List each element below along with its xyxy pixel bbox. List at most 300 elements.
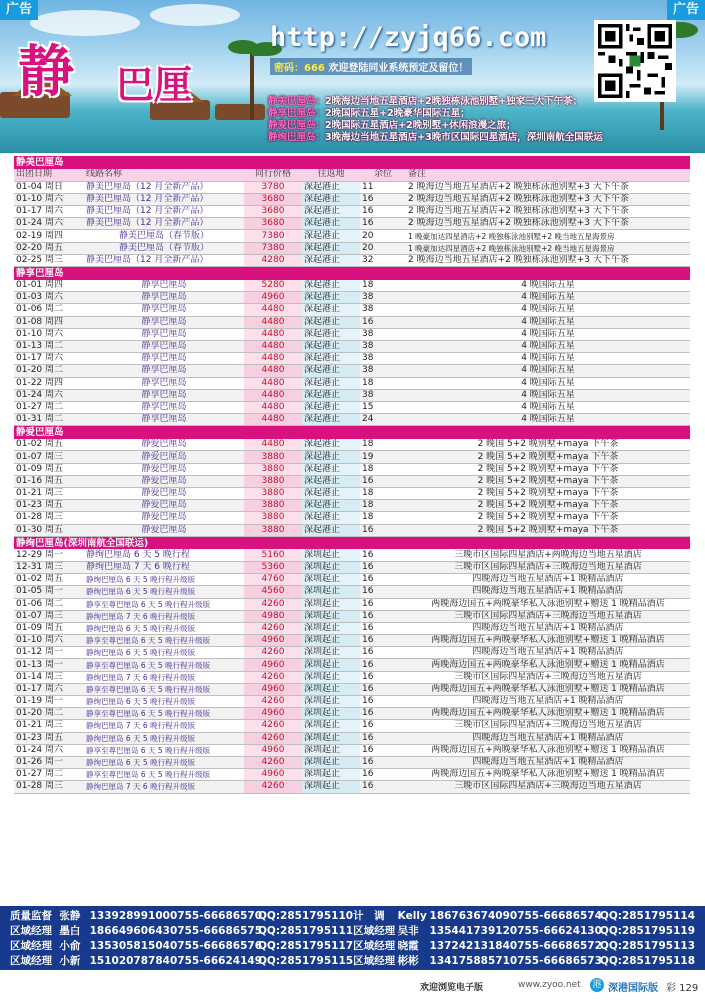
- table-row[interactable]: [14, 708, 690, 720]
- table-row[interactable]: [14, 659, 690, 671]
- departure-date: 01-02 周五: [14, 574, 84, 586]
- port-cell: 深起港止: [302, 340, 360, 352]
- departure-date: 01-07 周三: [14, 610, 84, 622]
- price-cell: 4480: [244, 414, 302, 426]
- seats-cell: 16: [360, 598, 406, 610]
- note-cell: 两晚海边国五+两晚豪华私人泳池别墅+赠送 1 晚精品酒店: [406, 683, 690, 695]
- table-row[interactable]: [14, 756, 690, 768]
- price-cell: 3680: [244, 218, 302, 230]
- price-cell: 4480: [244, 353, 302, 365]
- table-row[interactable]: [14, 720, 690, 732]
- port-cell: 深起港止: [302, 451, 360, 463]
- seats-cell: 24: [360, 414, 406, 426]
- contact-qq: QQ:2851795119: [599, 925, 696, 937]
- port-cell: 深起港止: [302, 377, 360, 389]
- departure-date: 01-06 周二: [14, 598, 84, 610]
- table-row[interactable]: [14, 353, 690, 365]
- price-cell: 4480: [244, 377, 302, 389]
- price-cell: 3880: [244, 475, 302, 487]
- seats-cell: 11: [360, 181, 406, 193]
- table-row[interactable]: [14, 781, 690, 793]
- route-desc: 2晚海边当地五星酒店+2晚独栋泳池别墅+独家三大下午茶；: [325, 96, 583, 107]
- table-row[interactable]: [14, 463, 690, 475]
- route-desc: 3晚海边当地五星酒店+3晚市区国际四星酒店，深圳南航全国联运: [325, 132, 603, 143]
- table-row[interactable]: [14, 242, 690, 254]
- departure-date: 01-24 周六: [14, 744, 84, 756]
- departure-date: 01-21 周三: [14, 488, 84, 500]
- table-row[interactable]: [14, 512, 690, 524]
- port-cell: 深圳起止: [302, 574, 360, 586]
- table-row[interactable]: [14, 598, 690, 610]
- note-cell: 四晚海边当地五星酒店+1 晚精品酒店: [406, 586, 690, 598]
- price-cell: 4480: [244, 401, 302, 413]
- note-cell: 1 晚豪加达四星酒店+2 晚独栋泳池别墅+2 晚当地五星海景房: [406, 242, 690, 254]
- port-cell: 深圳起止: [302, 756, 360, 768]
- note-cell: 两晚海边国五+两晚豪华私人泳池别墅+赠送 1 晚精品酒店: [406, 635, 690, 647]
- port-cell: 深起港止: [302, 316, 360, 328]
- brand-title: 巴厘: [116, 62, 193, 107]
- port-cell: 深圳起止: [302, 769, 360, 781]
- seats-cell: 18: [360, 377, 406, 389]
- price-cell: 3880: [244, 451, 302, 463]
- col-header-seats: 余位: [360, 169, 406, 181]
- col-header-price: 同行价格: [244, 169, 302, 181]
- note-cell: 4 晚国际五星: [406, 389, 690, 401]
- section-header-row: [14, 267, 690, 280]
- contact-phone: 0755-66686570: [169, 910, 262, 922]
- departure-date: 01-03 周六: [14, 292, 84, 304]
- table-row[interactable]: [14, 683, 690, 695]
- column-header-row: [14, 169, 690, 181]
- seats-cell: 18: [360, 512, 406, 524]
- route-name-cell: 静爱巴厘岛: [84, 439, 244, 451]
- route-name-cell: 静享巴厘岛: [84, 414, 244, 426]
- table-row[interactable]: [14, 377, 690, 389]
- col-header-note: 备注: [406, 169, 690, 181]
- departure-date: 01-10 周六: [14, 193, 84, 205]
- route-name-cell: 静享巴厘岛: [84, 401, 244, 413]
- note-cell: 两晚海边国五+两晚豪华私人泳池别墅+赠送 1 晚精品酒店: [406, 769, 690, 781]
- route-name-cell: 静享至尊巴厘岛 6 天 5 晚行程升级版: [84, 659, 244, 671]
- route-name-cell: 静绚巴厘岛 6 天 5 晚行程升级版: [84, 696, 244, 708]
- table-row[interactable]: [14, 206, 690, 218]
- departure-date: 01-09 周五: [14, 463, 84, 475]
- port-cell: 深起港止: [302, 414, 360, 426]
- contact-role: 区域经理: [10, 940, 52, 952]
- departure-date: 01-02 周五: [14, 439, 84, 451]
- route-summary: [268, 96, 705, 144]
- contact-phone: 0755-66624149: [169, 955, 262, 967]
- seats-cell: 15: [360, 401, 406, 413]
- contact-name: 小新: [59, 955, 81, 967]
- departure-date: 02-25 周三: [14, 254, 84, 266]
- section-title: 静爱巴厘岛: [14, 426, 690, 439]
- departure-date: 01-13 周二: [14, 340, 84, 352]
- note-cell: 四晚海边当地五星酒店+1 晚精品酒店: [406, 574, 690, 586]
- port-cell: 深起港止: [302, 181, 360, 193]
- table-row[interactable]: [14, 586, 690, 598]
- contact-mobile: 15102078784: [89, 955, 170, 967]
- banner: [0, 0, 705, 153]
- price-cell: 4760: [244, 574, 302, 586]
- route-name-cell: 静美巴厘岛（12 月全新产品）: [84, 193, 244, 205]
- price-cell: 4480: [244, 304, 302, 316]
- port-cell: 深圳起止: [302, 586, 360, 598]
- route-name-cell: 静享巴厘岛: [84, 365, 244, 377]
- route-name-cell: 静爱巴厘岛: [84, 463, 244, 475]
- departure-date: 01-12 周一: [14, 647, 84, 659]
- note-cell: 4 晚国际五星: [406, 353, 690, 365]
- price-cell: 4960: [244, 708, 302, 720]
- seats-cell: 18: [360, 500, 406, 512]
- price-cell: 4480: [244, 340, 302, 352]
- contact-phone: 0755-66686576: [169, 940, 262, 952]
- contact-qq: QQ:2851795110: [257, 910, 354, 922]
- departure-date: 01-07 周三: [14, 451, 84, 463]
- port-cell: 深起港止: [302, 524, 360, 536]
- departure-date: 01-23 周五: [14, 732, 84, 744]
- port-cell: 深起港止: [302, 193, 360, 205]
- route-name-cell: 静绚巴厘岛 6 天 5 晚行程升级版: [84, 622, 244, 634]
- departure-date: 01-13 周一: [14, 659, 84, 671]
- ad-label-left: 广告: [0, 0, 38, 20]
- seats-cell: 38: [360, 353, 406, 365]
- departure-date: 01-20 周二: [14, 708, 84, 720]
- price-cell: 4960: [244, 292, 302, 304]
- contact-name: 彬彬: [397, 955, 419, 967]
- port-cell: 深圳起止: [302, 720, 360, 732]
- note-cell: 2 晚国 5+2 晚别墅+maya 下午茶: [406, 500, 690, 512]
- col-header-port: 往返地: [302, 169, 360, 181]
- departure-date: 01-17 周六: [14, 353, 84, 365]
- seats-cell: 16: [360, 708, 406, 720]
- seats-cell: 18: [360, 439, 406, 451]
- note-cell: 4 晚国际五星: [406, 316, 690, 328]
- port-cell: 深起港止: [302, 206, 360, 218]
- table-row[interactable]: [14, 610, 690, 622]
- table-row[interactable]: [14, 744, 690, 756]
- contact-qq: QQ:2851795113: [599, 940, 696, 952]
- contact-qq: QQ:2851795117: [257, 940, 354, 952]
- seats-cell: 38: [360, 389, 406, 401]
- departure-date: 01-24 周六: [14, 218, 84, 230]
- departure-date: 01-30 周五: [14, 524, 84, 536]
- port-cell: 深圳起止: [302, 549, 360, 561]
- price-cell: 3680: [244, 193, 302, 205]
- route-name-cell: 静绚巴厘岛 6 天 5 晚行程升级版: [84, 647, 244, 659]
- departure-date: 01-10 周六: [14, 328, 84, 340]
- departure-date: 01-28 周三: [14, 781, 84, 793]
- table-row[interactable]: [14, 549, 690, 561]
- contact-role: 区域经理: [353, 925, 396, 937]
- route-name-cell: 静绚巴厘岛 6 天 5 晚行程升级版: [84, 756, 244, 768]
- password-text: 欢迎登陆同业系统预定及留位！: [328, 63, 469, 74]
- route-desc: 2晚国际五星+2晚豪华国际五星；: [325, 108, 470, 119]
- seats-cell: 16: [360, 316, 406, 328]
- note-cell: 三晚市区国际四星酒店+两晚海边当地五星酒店: [406, 549, 690, 561]
- note-cell: 两晚海边国五+两晚豪华私人泳池别墅+赠送 1 晚精品酒店: [406, 598, 690, 610]
- port-cell: 深圳起止: [302, 732, 360, 744]
- route-name-cell: 静美巴厘岛（12 月全新产品）: [84, 218, 244, 230]
- port-cell: 深起港止: [302, 401, 360, 413]
- table-row[interactable]: [14, 524, 690, 536]
- departure-date: 01-14 周三: [14, 671, 84, 683]
- price-cell: 4480: [244, 439, 302, 451]
- port-cell: 深圳起止: [302, 622, 360, 634]
- table-row[interactable]: [14, 635, 690, 647]
- seats-cell: 16: [360, 206, 406, 218]
- route-name-cell: 静享巴厘岛: [84, 292, 244, 304]
- table-row[interactable]: [14, 304, 690, 316]
- footer: [0, 970, 705, 1000]
- seats-cell: 32: [360, 254, 406, 266]
- contact-role: 计 调: [353, 910, 385, 922]
- table-row[interactable]: [14, 230, 690, 242]
- price-cell: 3880: [244, 463, 302, 475]
- table-row[interactable]: [14, 475, 690, 487]
- table-row[interactable]: [14, 671, 690, 683]
- contact-mobile: 18676367409: [429, 910, 510, 922]
- route-name-cell: 静享至尊巴厘岛 6 天 5 晚行程升级版: [84, 708, 244, 720]
- port-cell: 深起港止: [302, 353, 360, 365]
- port-cell: 深圳起止: [302, 598, 360, 610]
- port-cell: 深起港止: [302, 280, 360, 292]
- route-line: [268, 120, 705, 132]
- port-cell: 深圳起止: [302, 647, 360, 659]
- route-name-cell: 静享巴厘岛: [84, 304, 244, 316]
- departure-date: 01-10 周六: [14, 635, 84, 647]
- seats-cell: 16: [360, 744, 406, 756]
- palm-trunk: [250, 50, 254, 120]
- contact-qq: QQ:2851795114: [599, 910, 696, 922]
- departure-date: 01-28 周三: [14, 512, 84, 524]
- seats-cell: 38: [360, 365, 406, 377]
- departure-date: 01-16 周五: [14, 475, 84, 487]
- route-name-cell: 静美巴厘岛（12 月全新产品）: [84, 181, 244, 193]
- contact-phone: 0755-66686572: [509, 940, 602, 952]
- port-cell: 深圳起止: [302, 744, 360, 756]
- port-cell: 深起港止: [302, 254, 360, 266]
- table-row[interactable]: [14, 732, 690, 744]
- price-cell: 4480: [244, 365, 302, 377]
- price-cell: 4260: [244, 781, 302, 793]
- port-cell: 深圳起止: [302, 610, 360, 622]
- departure-date: 12-31 周三: [14, 561, 84, 573]
- table-row[interactable]: [14, 389, 690, 401]
- contact-mobile: 13724213184: [429, 940, 510, 952]
- note-cell: 2 晚海边当地五星酒店+2 晚独栋泳池别墅+3 大下午茶: [406, 254, 690, 266]
- price-cell: 5280: [244, 280, 302, 292]
- price-cell: 4260: [244, 598, 302, 610]
- route-name-cell: 静绚巴厘岛 7 天 6 晚行程升级版: [84, 610, 244, 622]
- port-cell: 深圳起止: [302, 671, 360, 683]
- contact-role: 质量监督: [10, 910, 52, 922]
- seats-cell: 16: [360, 781, 406, 793]
- table-row[interactable]: [14, 181, 690, 193]
- seats-cell: 18: [360, 463, 406, 475]
- schedule-table: [14, 156, 690, 794]
- route-name-cell: 静爱巴厘岛: [84, 500, 244, 512]
- port-cell: 深起港止: [302, 365, 360, 377]
- table-row[interactable]: [14, 439, 690, 451]
- ad-label-right: 广告: [667, 0, 705, 20]
- footer-site-link[interactable]: www.zyoo.net: [518, 980, 581, 990]
- price-cell: 4260: [244, 671, 302, 683]
- note-cell: 2 晚国 5+2 晚别墅+maya 下午茶: [406, 451, 690, 463]
- departure-date: 02-19 周四: [14, 230, 84, 242]
- seats-cell: 16: [360, 671, 406, 683]
- departure-date: 01-09 周五: [14, 622, 84, 634]
- port-cell: 深起港止: [302, 488, 360, 500]
- table-row[interactable]: [14, 769, 690, 781]
- port-cell: 深起港止: [302, 463, 360, 475]
- table-row[interactable]: [14, 574, 690, 586]
- note-cell: 4 晚国际五星: [406, 292, 690, 304]
- table-row[interactable]: [14, 292, 690, 304]
- price-cell: 5160: [244, 549, 302, 561]
- seats-cell: 20: [360, 230, 406, 242]
- seats-cell: 16: [360, 732, 406, 744]
- port-cell: 深起港止: [302, 218, 360, 230]
- route-desc: 2晚国际五星酒店+2晚别墅+休闲浪漫之旅；: [325, 120, 516, 131]
- col-header-date: 出团日期: [14, 169, 84, 181]
- note-cell: 三晚市区国际四星酒店+三晚海边当地五星酒店: [406, 561, 690, 573]
- seats-cell: 16: [360, 524, 406, 536]
- port-cell: 深圳起止: [302, 659, 360, 671]
- route-name-cell: 静绚巴厘岛 6 天 5 晚行程升级版: [84, 586, 244, 598]
- table-row[interactable]: [14, 500, 690, 512]
- contact-row: [10, 924, 695, 939]
- seats-cell: 16: [360, 720, 406, 732]
- port-cell: 深起港止: [302, 512, 360, 524]
- departure-date: 01-31 周二: [14, 414, 84, 426]
- seats-cell: 38: [360, 328, 406, 340]
- route-name-cell: 静爱巴厘岛: [84, 524, 244, 536]
- port-cell: 深起港止: [302, 500, 360, 512]
- note-cell: 4 晚国际五星: [406, 414, 690, 426]
- table-row[interactable]: [14, 401, 690, 413]
- note-cell: 2 晚国 5+2 晚别墅+maya 下午茶: [406, 439, 690, 451]
- price-cell: 4480: [244, 316, 302, 328]
- departure-date: 01-23 周五: [14, 500, 84, 512]
- note-cell: 三晚市区国际四星酒店+三晚海边当地五星酒店: [406, 610, 690, 622]
- price-cell: 4980: [244, 610, 302, 622]
- section-title: 静美巴厘岛: [14, 156, 690, 169]
- route-name-cell: 静爱巴厘岛: [84, 488, 244, 500]
- seats-cell: 16: [360, 193, 406, 205]
- price-cell: 3880: [244, 512, 302, 524]
- price-cell: 5360: [244, 561, 302, 573]
- price-cell: 4280: [244, 254, 302, 266]
- table-row[interactable]: [14, 280, 690, 292]
- contact-name: 吴非: [397, 925, 419, 937]
- table-row[interactable]: [14, 328, 690, 340]
- table-row[interactable]: [14, 254, 690, 266]
- table-row[interactable]: [14, 696, 690, 708]
- departure-date: 01-08 周四: [14, 316, 84, 328]
- seats-cell: 18: [360, 280, 406, 292]
- table-row[interactable]: [14, 218, 690, 230]
- table-row[interactable]: [14, 488, 690, 500]
- route-name-cell: 静享巴厘岛: [84, 328, 244, 340]
- port-cell: 深起港止: [302, 389, 360, 401]
- departure-date: 01-04 周日: [14, 181, 84, 193]
- port-cell: 深起港止: [302, 292, 360, 304]
- seats-cell: 16: [360, 561, 406, 573]
- price-cell: 4260: [244, 756, 302, 768]
- table-row[interactable]: [14, 451, 690, 463]
- route-name-cell: 静享至尊巴厘岛 6 天 5 晚行程升级版: [84, 744, 244, 756]
- table-row[interactable]: [14, 561, 690, 573]
- departure-date: 01-01 周四: [14, 280, 84, 292]
- note-cell: 2 晚海边当地五星酒店+2 晚独栋泳池别墅+3 大下午茶: [406, 206, 690, 218]
- route-name-cell: 静美巴厘岛（12 月全新产品）: [84, 254, 244, 266]
- route-name-cell: 静绚巴厘岛 6 天 5 晚行程升级版: [84, 574, 244, 586]
- note-cell: 4 晚国际五星: [406, 377, 690, 389]
- note-cell: 四晚海边当地五星酒店+1 晚精品酒店: [406, 756, 690, 768]
- route-name-cell: 静绚巴厘岛 7 天 6 晚行程升级版: [84, 720, 244, 732]
- price-cell: 4960: [244, 769, 302, 781]
- route-name-cell: 静绚巴厘岛 7 天 6 晚行程: [84, 561, 244, 573]
- seats-cell: 16: [360, 659, 406, 671]
- seats-cell: 16: [360, 696, 406, 708]
- price-cell: 3880: [244, 524, 302, 536]
- seats-cell: 19: [360, 451, 406, 463]
- route-name-cell: 静绚巴厘岛 6 天 5 晚行程升级版: [84, 732, 244, 744]
- port-cell: 深圳起止: [302, 561, 360, 573]
- contact-phone: 0755-66686573: [509, 955, 602, 967]
- contact-role: 区域经理: [10, 925, 52, 937]
- website-url[interactable]: http://zyjq66.com: [270, 22, 547, 53]
- route-line: [268, 108, 705, 120]
- table-row[interactable]: [14, 414, 690, 426]
- table-row[interactable]: [14, 622, 690, 634]
- price-cell: 4960: [244, 635, 302, 647]
- route-name-cell: 静享巴厘岛: [84, 340, 244, 352]
- table-row[interactable]: [14, 316, 690, 328]
- table-row[interactable]: [14, 193, 690, 205]
- price-cell: 4260: [244, 647, 302, 659]
- route-name-cell: 静享巴厘岛: [84, 280, 244, 292]
- footer-edition: 深港国际版: [608, 983, 658, 994]
- port-cell: 深圳起止: [302, 696, 360, 708]
- cloud: [150, 4, 240, 26]
- seats-cell: 38: [360, 292, 406, 304]
- table-row[interactable]: [14, 365, 690, 377]
- route-name-cell: 静绚巴厘岛 7 天 6 晚行程升级版: [84, 671, 244, 683]
- contact-role: 区域经理: [353, 955, 396, 967]
- table-row[interactable]: [14, 340, 690, 352]
- departure-date: 01-17 周六: [14, 683, 84, 695]
- contact-phone: 0755-66686575: [169, 925, 262, 937]
- note-cell: 4 晚国际五星: [406, 401, 690, 413]
- route-name: 静爱巴厘岛：: [268, 120, 326, 131]
- price-cell: 4480: [244, 389, 302, 401]
- contact-name: Kelly: [397, 910, 427, 922]
- note-cell: 2 晚国 5+2 晚别墅+maya 下午茶: [406, 488, 690, 500]
- contact-row: [10, 939, 695, 954]
- table-row[interactable]: [14, 647, 690, 659]
- route-name-cell: 静绚巴厘岛 6 天 5 晚行程: [84, 549, 244, 561]
- contact-name: 晓霞: [397, 940, 419, 952]
- page-number: 彩 129: [666, 983, 699, 994]
- price-cell: 4960: [244, 683, 302, 695]
- port-cell: 深起港止: [302, 304, 360, 316]
- contact-mobile: 18664960643: [89, 925, 170, 937]
- note-cell: 2 晚国 5+2 晚别墅+maya 下午茶: [406, 463, 690, 475]
- note-cell: 三晚市区国际四星酒店+三晚海边当地五星酒店: [406, 671, 690, 683]
- note-cell: 2 晚海边当地五星酒店+2 晚独栋泳池别墅+3 大下午茶: [406, 193, 690, 205]
